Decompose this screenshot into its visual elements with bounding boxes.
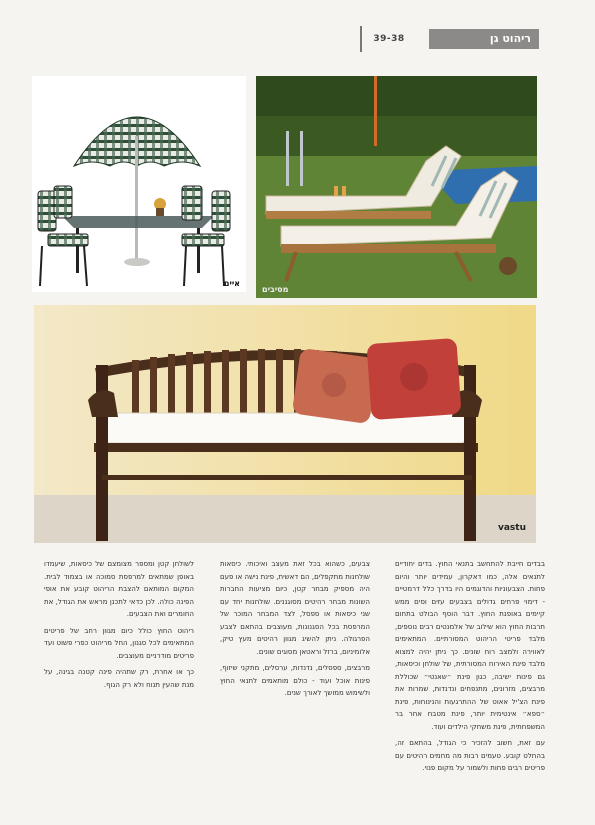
paragraph: ריהוט החוץ כולל כיום מגוון רחב של פריטים המתאימים לכל סגנון, החל מריהוט כפרי פשוט ועד פריטים מודרניים מעוצבים. bbox=[44, 626, 194, 660]
pool-loungers-illustration bbox=[256, 76, 537, 298]
paragraph: כך או אחרת, רק שתהיה פינה קטנה בגינה, על מנת שהעין תנוח ולא רק הגוף. bbox=[44, 668, 194, 689]
teak-bench-illustration bbox=[34, 305, 536, 543]
paragraph: מרבצים, ספסלים, נדנדות, ערסלים, מתקני שיזוף, פינות אוכל ועוד - כולם מותאמים לתנאי החוץ ולשימוש ממושך לאורך שנים. bbox=[220, 664, 370, 697]
article-column-middle bbox=[220, 558, 370, 798]
article-column-right bbox=[395, 558, 545, 798]
paragraph: לשולחן קטן ומספר מצומצם של כיסאות, שיעמדו באופן שמתאים למרפסת סמוכה או בצמוד לבית. המקום המותאם להצבת הריהוט קובע את אופי הפינה כולה. לכן כדאי לתכנן מראש את הגודל, את החומרים ואת הצבעים. bbox=[44, 560, 194, 618]
photo-credit-umbrella: איים bbox=[223, 279, 240, 288]
article-column-left bbox=[44, 558, 194, 798]
paragraph: עם זאת, חשוב להזכיר כי הגודל, בהתאם זה, בהחלט קובע. טעמים רבות מה מחמים רהיטים עם פריטים רבים פחות ולשמור על מקום פנוי. bbox=[395, 739, 545, 772]
section-title: ריהוט גן bbox=[429, 29, 539, 49]
photo-credit-bench: vastu bbox=[497, 523, 526, 533]
photo-umbrella-dining-set bbox=[32, 76, 246, 292]
umbrella-dining-set-illustration bbox=[32, 76, 246, 292]
photo-pool-loungers bbox=[256, 76, 537, 298]
paragraph: בבדים חייבת להתחשב בתנאי החוץ. בדים יחודיים לתנאים אלה, כמו דאקרון, עמידים יותר והיום פחות. הצבעוניות והדוגמים היו בדרך כלל דרמטיים - דימוי פרחים גדולים בצבעים עזים וסים ממש קיימים באופנת החוץ. דבר הוסף הבולט בתחום תרבות החוץ הוא שילוב של אלמנטים רבים נוספים, מלבד פריטי הריהוט המסורתיים. המתאימים לאווירה ולמצב רוח שונים. כך ניתן יהיה למצוא מלבד פינת האירוח המסורתית, של שולחן וכיסאות, גם פינות ישיבה, כגון פינת ״שאנטי״ שכוללת מרבצים, מזרונים, מתנפחים ונדנדות, שמרות את פינת הצ'יל אאוט של ההתרגעות והנינוחות, פינת ״ספא״ אינטימית יותר, פינת מטבח אחר בר המשפחתית, פינת משחקי הילדים ועוד. bbox=[395, 560, 545, 731]
header-divider bbox=[360, 26, 362, 52]
paragraph: צבעים, כשהוא בכל זאת מעצב ואיכותי. כיסאות שולחנות מתקפלים, הם דאשית, פינת נישה או פעם היה מספיק מבחר קטן, כיום מציעות החברות השונות מבחר רהיטים מסוגננים. שולחנות יחד עם שני כיסאות או ספסל, לצד המבחר המוכר של המרפסת בכל הסגנונות, מעוצבים בהתאם לצבע הפרגולה. ניתן להשיג מגוון רהיטים מעץ טיק, אלומיניום, ברזל וראטאן מסוגים שונים. bbox=[220, 560, 370, 656]
photo-teak-bench bbox=[34, 305, 536, 543]
photo-credit-loungers: מסיבים bbox=[262, 285, 289, 294]
page-numbers: 39-38 bbox=[373, 34, 405, 44]
